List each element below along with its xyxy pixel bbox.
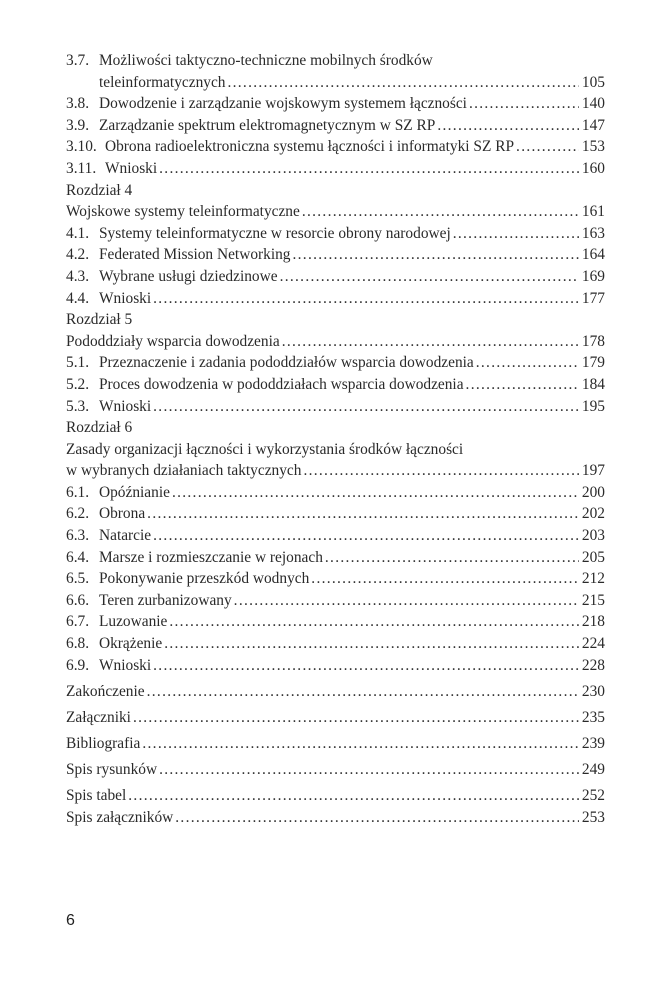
dot-leader — [466, 374, 579, 396]
toc-entry[interactable] — [66, 244, 605, 266]
dot-leader — [153, 288, 579, 310]
dot-leader — [325, 547, 579, 569]
entry-title: Wnioski — [105, 159, 158, 177]
back-matter-entry[interactable] — [66, 785, 605, 807]
page-ref: 205 — [581, 548, 605, 566]
entry-title: Teren zurbanizowany — [99, 591, 232, 609]
entry-title: Możliwości taktyczno-techniczne mobilnych środków — [99, 52, 433, 69]
page-ref: 203 — [581, 527, 605, 545]
entry-title: Spis rysunków — [66, 761, 158, 778]
entry-number: 4.1. — [66, 224, 90, 242]
dot-leader — [153, 396, 579, 418]
page-ref: 197 — [581, 462, 605, 480]
page-ref: 224 — [581, 635, 605, 653]
entry-number: 6.2. — [66, 505, 90, 523]
toc-entry[interactable] — [66, 288, 605, 310]
entry-title: Marsze i rozmieszczanie w rejonach — [99, 548, 323, 566]
entry-title: Obrona — [99, 505, 146, 523]
entry-title: Spis załączników — [66, 808, 174, 826]
entry-title: Dowodzenie i zarządzanie wojskowym systemem łączności — [99, 95, 467, 113]
entry-number: 3.10. — [66, 138, 97, 156]
page-ref: 253 — [581, 808, 605, 826]
entry-number: 6.4. — [66, 548, 90, 566]
entry-title-continuation: teleinformatycznych — [99, 73, 226, 91]
page-ref: 153 — [581, 138, 605, 156]
toc-entry[interactable] — [66, 633, 605, 655]
dot-leader — [159, 158, 579, 180]
toc-entry[interactable] — [66, 568, 605, 590]
page-ref: 184 — [581, 375, 605, 393]
back-matter-entry[interactable] — [66, 707, 605, 729]
entry-title: Przeznaczenie i zadania pododdziałów wsparcia dowodzenia — [99, 354, 474, 372]
chapter-title-entry[interactable] — [66, 201, 605, 223]
toc-entry[interactable] — [66, 482, 605, 504]
entry-title: Zakończenie — [66, 682, 145, 700]
table-of-contents — [66, 50, 605, 828]
page-ref: 212 — [581, 570, 605, 588]
page-ref: 178 — [581, 332, 605, 350]
entry-number: 6.6. — [66, 591, 90, 609]
entry-title: Bibliografia — [66, 734, 141, 752]
toc-entry[interactable] — [66, 655, 605, 677]
page-ref: 140 — [581, 95, 605, 113]
entry-title: Wnioski — [99, 289, 152, 307]
entry-title: Systemy teleinformatyczne w resorcie obrony narodowej — [99, 224, 451, 242]
chapter-4-label: Rozdział 4 — [66, 181, 133, 199]
entry-number: 6.5. — [66, 570, 90, 588]
toc-entry[interactable] — [66, 136, 605, 158]
entry-number: 3.7. — [66, 52, 90, 69]
chapter-5-label: Rozdział 5 — [66, 311, 133, 329]
chapter-title: Wojskowe systemy teleinformatyczne — [66, 203, 300, 221]
dot-leader — [280, 266, 579, 288]
dot-leader — [159, 759, 579, 781]
toc-entry[interactable] — [66, 223, 605, 245]
toc-entry[interactable] — [66, 611, 605, 633]
toc-entry[interactable] — [66, 93, 605, 115]
page-ref: 200 — [581, 483, 605, 501]
toc-entry[interactable] — [66, 115, 605, 137]
toc-entry[interactable] — [66, 396, 605, 418]
dot-leader — [516, 136, 579, 158]
page-ref: 160 — [581, 159, 605, 177]
page-ref: 249 — [581, 761, 605, 778]
page-ref: 215 — [581, 591, 605, 609]
entry-title: Proces dowodzenia w pododdziałach wsparcia dowodzenia — [99, 375, 464, 393]
dot-leader — [234, 590, 579, 612]
entry-title: Obrona radioelektroniczna systemu łączności i informatyki SZ RP — [105, 138, 515, 156]
entry-title: Federated Mission Networking — [99, 246, 291, 264]
chapter-title-continuation[interactable] — [66, 460, 605, 482]
dot-leader — [128, 785, 579, 807]
page-ref: 239 — [581, 734, 605, 752]
back-matter-entry[interactable] — [66, 759, 605, 781]
entry-number: 6.1. — [66, 483, 90, 501]
entry-number: 5.2. — [66, 375, 90, 393]
entry-title: Załączniki — [66, 708, 131, 726]
toc-entry[interactable] — [66, 50, 605, 72]
entry-number: 5.3. — [66, 397, 90, 415]
entry-title: Okrążenie — [99, 635, 163, 653]
page-ref: 235 — [581, 708, 605, 726]
chapter-6-label: Rozdział 6 — [66, 419, 133, 437]
page-ref: 202 — [581, 505, 605, 523]
entry-number: 6.9. — [66, 656, 90, 674]
dot-leader — [147, 503, 579, 525]
entry-number: 4.2. — [66, 246, 90, 264]
back-matter-entry[interactable] — [66, 807, 605, 829]
page-ref: 179 — [581, 354, 605, 372]
page-ref: 169 — [581, 267, 605, 285]
dot-leader — [133, 707, 579, 729]
page-ref: 177 — [581, 289, 605, 307]
entry-number: 6.3. — [66, 527, 90, 545]
dot-leader — [311, 568, 579, 590]
toc-entry-continuation[interactable] — [66, 72, 605, 94]
dot-leader — [453, 223, 579, 245]
toc-entry[interactable] — [66, 503, 605, 525]
page-ref: 164 — [581, 246, 605, 264]
dot-leader — [476, 352, 579, 374]
dot-leader — [303, 460, 578, 482]
dot-leader — [227, 72, 578, 94]
dot-leader — [153, 655, 579, 677]
back-matter-entry[interactable] — [66, 681, 605, 703]
page-ref: 218 — [581, 613, 605, 631]
entry-number: 3.8. — [66, 95, 90, 113]
page-number: 6 — [66, 912, 75, 929]
entry-number: 3.11. — [66, 159, 97, 177]
toc-entry[interactable] — [66, 590, 605, 612]
chapter-label — [66, 309, 605, 331]
page-ref: 228 — [581, 656, 605, 674]
dot-leader — [169, 611, 579, 633]
page-ref: 163 — [581, 224, 605, 242]
dot-leader — [302, 201, 579, 223]
page-ref: 161 — [581, 203, 605, 221]
chapter-label — [66, 417, 605, 439]
toc-entry[interactable] — [66, 352, 605, 374]
entry-number: 4.3. — [66, 267, 90, 285]
dot-leader — [142, 733, 579, 755]
dot-leader — [172, 482, 579, 504]
toc-entry[interactable] — [66, 547, 605, 569]
chapter-title-entry[interactable] — [66, 331, 605, 353]
dot-leader — [469, 93, 579, 115]
entry-title: Spis tabel — [66, 787, 127, 805]
toc-entry[interactable] — [66, 525, 605, 547]
chapter-label — [66, 180, 605, 202]
dot-leader — [293, 244, 579, 266]
dot-leader — [147, 681, 579, 703]
entry-title: Pokonywanie przeszkód wodnych — [99, 570, 310, 588]
toc-entry[interactable] — [66, 158, 605, 180]
dot-leader — [164, 633, 579, 655]
back-matter-entry[interactable] — [66, 733, 605, 755]
entry-title: Wnioski — [99, 397, 152, 415]
chapter-title: Pododdziały wsparcia dowodzenia — [66, 332, 280, 350]
entry-number: 4.4. — [66, 289, 90, 307]
entry-title: Zarządzanie spektrum elektromagnetycznym w SZ RP — [99, 116, 436, 134]
dot-leader — [175, 807, 579, 829]
entry-title: Wybrane usługi dziedzinowe — [99, 267, 278, 285]
entry-number: 6.8. — [66, 635, 90, 653]
page-ref: 105 — [581, 73, 605, 91]
entry-number: 5.1. — [66, 354, 90, 372]
toc-entry[interactable] — [66, 266, 605, 288]
dot-leader — [437, 115, 579, 137]
entry-title: Natarcie — [99, 527, 152, 545]
toc-entry[interactable] — [66, 374, 605, 396]
dot-leader — [282, 331, 579, 353]
entry-number: 6.7. — [66, 613, 90, 631]
page-ref: 147 — [581, 116, 605, 134]
chapter-title-entry[interactable] — [66, 439, 605, 461]
page-ref: 230 — [581, 682, 605, 700]
page-ref: 252 — [581, 787, 605, 805]
page-ref: 195 — [581, 397, 605, 415]
chapter-title-continuation-text: w wybranych działaniach taktycznych — [66, 462, 302, 480]
chapter-title: Zasady organizacji łączności i wykorzystania środków łączności — [66, 440, 464, 458]
entry-title: Wnioski — [99, 656, 152, 674]
dot-leader — [153, 525, 579, 547]
entry-title: Opóźnianie — [99, 483, 170, 501]
entry-number: 3.9. — [66, 116, 90, 134]
entry-title: Luzowanie — [99, 613, 168, 631]
